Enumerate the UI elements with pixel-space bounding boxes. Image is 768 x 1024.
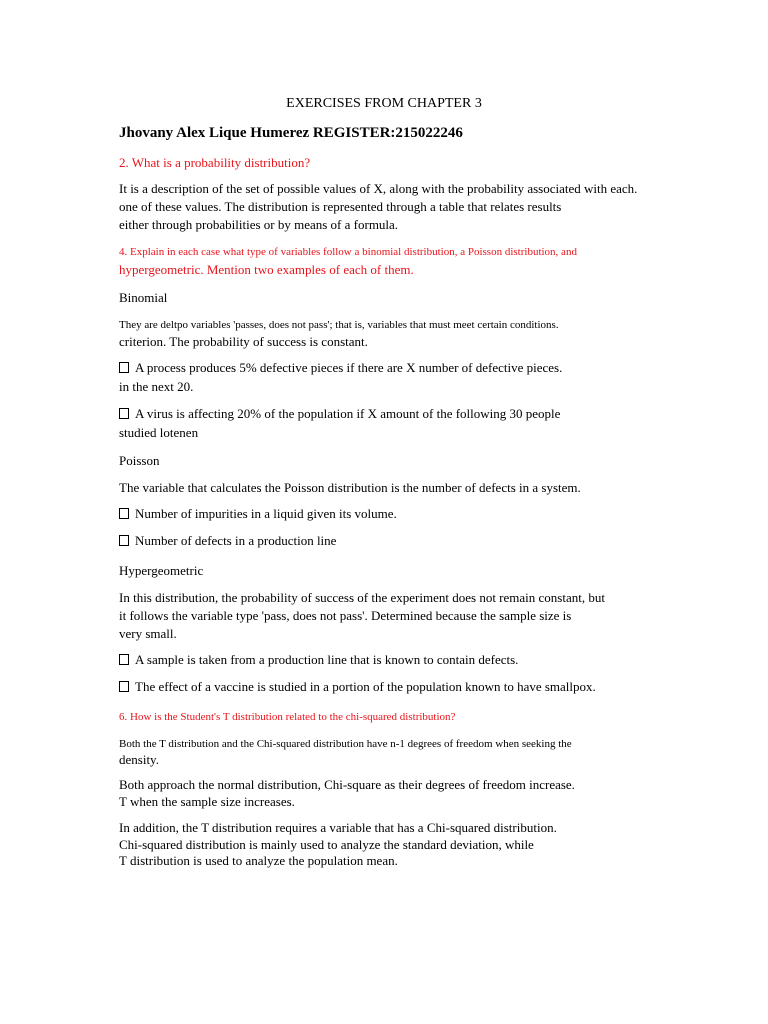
binomial-heading: Binomial	[119, 290, 168, 305]
hypergeometric-line-2: it follows the variable type 'pass, does not pass'. Determined because the sample size is	[119, 608, 572, 623]
poisson-example-1: Number of impurities in a liquid given its volume.	[119, 506, 397, 522]
author-line: Jhovany Alex Lique Humerez REGISTER:215022246	[119, 125, 463, 141]
q6-p1-line-1: Both the T distribution and the Chi-squared distribution have n-1 degrees of freedom when seeking the	[119, 738, 572, 750]
hypergeometric-example-1: A sample is taken from a production line that is known to contain defects.	[119, 652, 518, 668]
binomial-example-1-cont: in the next 20.	[119, 379, 194, 394]
q6-p3-line-1: In addition, the T distribution requires a variable that has a Chi-squared distribution.	[119, 820, 557, 835]
checkbox-glyph-icon	[119, 654, 129, 665]
q6-p2-line-1: Both approach the normal distribution, Chi-square as their degrees of freedom increase.	[119, 777, 575, 792]
question-2: 2. What is a probability distribution?	[119, 155, 311, 170]
checkbox-glyph-icon	[119, 535, 129, 546]
binomial-line-2: criterion. The probability of success is constant.	[119, 334, 368, 349]
binomial-example-2: A virus is affecting 20% of the population if X amount of the following 30 people	[119, 406, 560, 422]
hypergeometric-example-2: The effect of a vaccine is studied in a portion of the population known to have smallpox.	[119, 679, 596, 695]
hypergeometric-line-1: In this distribution, the probability of success of the experiment does not remain constant, but	[119, 590, 605, 605]
checkbox-glyph-icon	[119, 681, 129, 692]
q2-line-2: one of these values. The distribution is represented through a table that relates results	[119, 199, 562, 214]
checkbox-glyph-icon	[119, 508, 129, 519]
q6-p3-line-3: T distribution is used to analyze the population mean.	[119, 853, 398, 868]
hypergeometric-line-3: very small.	[119, 626, 177, 641]
question-6: 6. How is the Student's T distribution related to the chi-squared distribution?	[119, 711, 456, 723]
question-4-line-1: 4. Explain in each case what type of variables follow a binomial distribution, a Poisson distribution, and	[119, 246, 577, 258]
q6-p2-line-2: T when the sample size increases.	[119, 794, 295, 809]
binomial-example-1: A process produces 5% defective pieces if there are X number of defective pieces.	[119, 360, 562, 376]
checkbox-glyph-icon	[119, 362, 129, 373]
binomial-example-2-cont: studied lotenen	[119, 425, 199, 440]
q6-p1-line-2: density.	[119, 752, 159, 767]
poisson-heading: Poisson	[119, 453, 160, 468]
checkbox-glyph-icon	[119, 408, 129, 419]
hypergeometric-heading: Hypergeometric	[119, 563, 204, 578]
binomial-line-1: They are deltpo variables 'passes, does not pass'; that is, variables that must meet certain conditions.	[119, 319, 559, 331]
q6-p3-line-2: Chi-squared distribution is mainly used to analyze the standard deviation, while	[119, 837, 534, 852]
q2-line-1: It is a description of the set of possible values of X, along with the probability associated with each.	[119, 181, 638, 196]
poisson-line-1: The variable that calculates the Poisson distribution is the number of defects in a system.	[119, 480, 581, 495]
q2-line-3: either through probabilities or by means of a formula.	[119, 217, 399, 232]
question-4-line-2: hypergeometric. Mention two examples of each of them.	[119, 262, 414, 277]
poisson-example-2: Number of defects in a production line	[119, 533, 336, 549]
page-title: EXERCISES FROM CHAPTER 3	[286, 96, 482, 111]
